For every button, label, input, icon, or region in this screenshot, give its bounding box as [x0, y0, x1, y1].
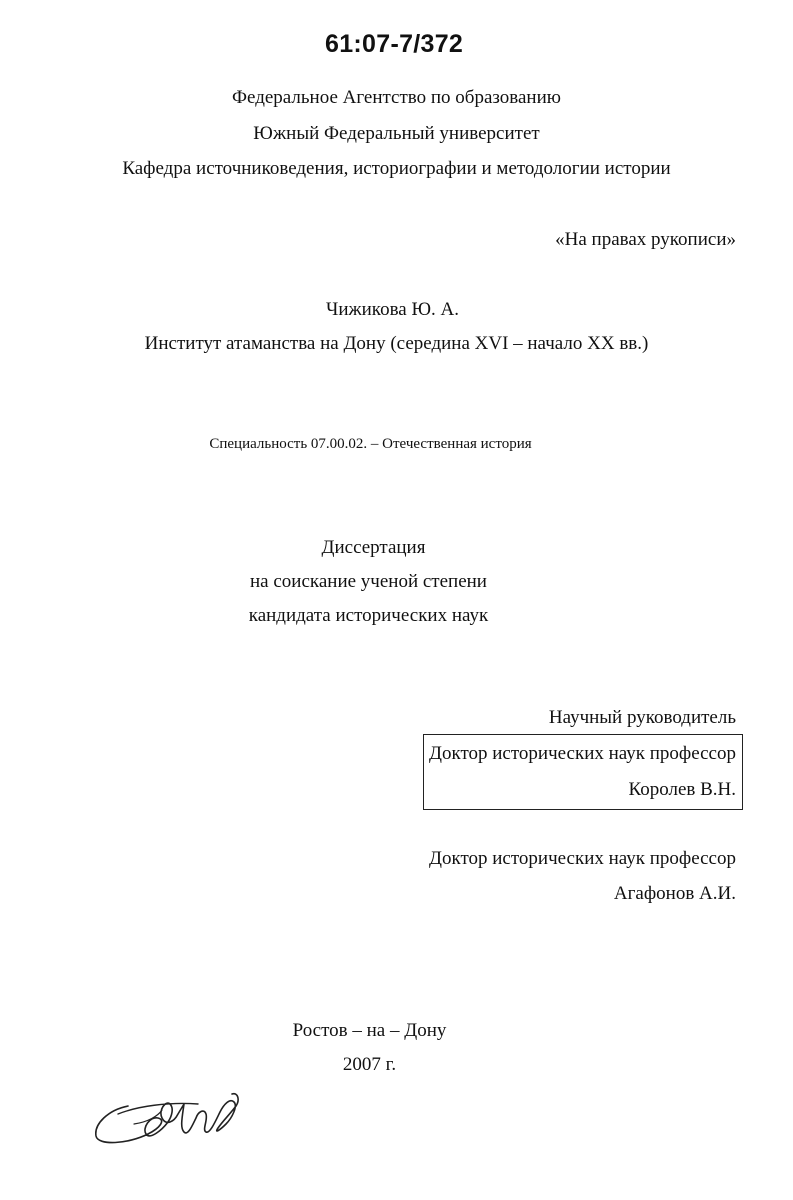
supervisor-box: [423, 734, 743, 810]
document-code: 61:07-7/372: [325, 30, 464, 58]
university-line: Южный Федеральный университет: [253, 123, 540, 144]
dissertation-title: Институт атаманства на Дону (середина XVI – начало XX вв.): [144, 333, 649, 354]
specialty-line: Специальность 07.00.02. – Отечественная история: [209, 436, 532, 452]
degree-line-3: кандидата исторических наук: [248, 605, 489, 626]
agency-line: Федеральное Агентство по образованию: [232, 87, 561, 108]
department-line: Кафедра источниковедения, историографии и методологии истории: [122, 158, 671, 179]
supervisor-name: Королев В.Н.: [628, 779, 736, 800]
supervisor-label: Научный руководитель: [548, 707, 736, 728]
supervisor-rank: Доктор исторических наук профессор: [429, 743, 736, 764]
year-line: 2007 г.: [342, 1054, 397, 1075]
consultant-rank: Доктор исторических наук профессор: [429, 848, 736, 869]
signature-icon: [88, 1084, 248, 1154]
city-line: Ростов – на – Дону: [292, 1020, 447, 1041]
manuscript-note: «На правах рукописи»: [555, 229, 736, 250]
author-name: Чижикова Ю. А.: [326, 299, 459, 320]
consultant-name: Агафонов А.И.: [613, 883, 736, 904]
degree-line-1: Диссертация: [321, 537, 426, 558]
degree-line-2: на соискание ученой степени: [250, 571, 487, 592]
